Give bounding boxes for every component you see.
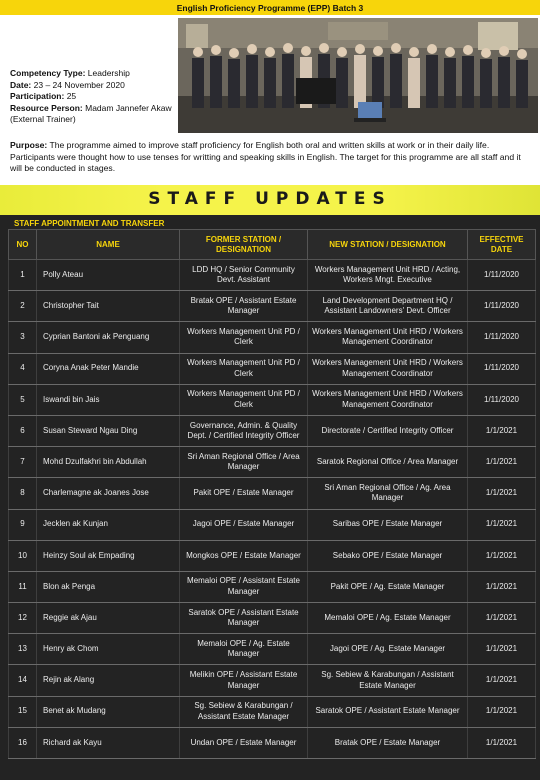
table-header-row bbox=[9, 230, 536, 260]
cell-date: 1/1/2021 bbox=[468, 509, 536, 540]
cell-former: Workers Management Unit PD / Clerk bbox=[180, 353, 308, 384]
cell-date: 1/11/2020 bbox=[468, 291, 536, 322]
cell-name: Heinzy Soul ak Empading bbox=[37, 540, 180, 571]
cell-former: Memaloi OPE / Assistant Estate Manager bbox=[180, 571, 308, 602]
banner-title: English Proficiency Programme (EPP) Batch 3 bbox=[176, 2, 364, 13]
cell-no: 2 bbox=[9, 291, 37, 322]
table-row bbox=[9, 540, 536, 571]
cell-date: 1/1/2021 bbox=[468, 415, 536, 446]
staff-updates-title: STAFF UPDATES bbox=[148, 189, 392, 209]
cell-new: Sg. Sebiew & Karabungan / Assistant Estate Manager bbox=[308, 665, 468, 696]
cell-name: Rejin ak Alang bbox=[37, 665, 180, 696]
table-row bbox=[9, 603, 536, 634]
table-row bbox=[9, 447, 536, 478]
cell-no: 4 bbox=[9, 353, 37, 384]
cell-no: 9 bbox=[9, 509, 37, 540]
cell-date: 1/1/2021 bbox=[468, 603, 536, 634]
cell-name: Susan Steward Ngau Ding bbox=[37, 415, 180, 446]
cell-date: 1/1/2021 bbox=[468, 478, 536, 509]
date-value: 23 – 24 November 2020 bbox=[33, 79, 125, 90]
cell-name: Cyprian Bantoni ak Penguang bbox=[37, 322, 180, 353]
cell-no: 5 bbox=[9, 384, 37, 415]
cell-new: Saribas OPE / Estate Manager bbox=[308, 509, 468, 540]
header-former: FORMER STATION / DESIGNATION bbox=[180, 230, 308, 260]
cell-former: Sri Aman Regional Office / Area Manager bbox=[180, 447, 308, 478]
cell-name: Polly Ateau bbox=[37, 260, 180, 291]
cell-former: LDD HQ / Senior Community Devt. Assistant bbox=[180, 260, 308, 291]
header-new: NEW STATION / DESIGNATION bbox=[308, 230, 468, 260]
cell-name: Benet ak Mudang bbox=[37, 696, 180, 727]
cell-name: Reggie ak Ajau bbox=[37, 603, 180, 634]
purpose-label: Purpose: bbox=[10, 140, 48, 150]
cell-new: Saratok Regional Office / Area Manager bbox=[308, 447, 468, 478]
cell-former: Bratak OPE / Assistant Estate Manager bbox=[180, 291, 308, 322]
cell-former: Undan OPE / Estate Manager bbox=[180, 727, 308, 758]
table-row bbox=[9, 478, 536, 509]
cell-former: Saratok OPE / Assistant Estate Manager bbox=[180, 603, 308, 634]
header-name: NAME bbox=[37, 230, 180, 260]
cell-former: Workers Management Unit PD / Clerk bbox=[180, 322, 308, 353]
cell-name: Mohd Dzulfakhri bin Abdullah bbox=[37, 447, 180, 478]
cell-name: Jecklen ak Kunjan bbox=[37, 509, 180, 540]
participation-value: 25 bbox=[66, 91, 77, 101]
cell-no: 1 bbox=[9, 260, 37, 291]
cell-new: Sri Aman Regional Office / Ag. Area Manager bbox=[308, 478, 468, 509]
cell-new: Saratok OPE / Assistant Estate Manager bbox=[308, 696, 468, 727]
cell-date: 1/11/2020 bbox=[468, 384, 536, 415]
cell-former: Jagoi OPE / Estate Manager bbox=[180, 509, 308, 540]
cell-new: Workers Management Unit HRD / Workers Management Coordinator bbox=[308, 322, 468, 353]
table-row bbox=[9, 384, 536, 415]
table-row bbox=[9, 571, 536, 602]
table-row bbox=[9, 634, 536, 665]
cell-date: 1/1/2021 bbox=[468, 571, 536, 602]
programme-info bbox=[10, 68, 178, 126]
header-no: NO bbox=[9, 230, 37, 260]
cell-no: 16 bbox=[9, 727, 37, 758]
table-row bbox=[9, 291, 536, 322]
cell-former: Pakit OPE / Estate Manager bbox=[180, 478, 308, 509]
cell-former: Melikin OPE / Assistant Estate Manager bbox=[180, 665, 308, 696]
cell-date: 1/11/2020 bbox=[468, 260, 536, 291]
cell-former: Governance, Admin. & Quality Dept. / Certified Integrity Officer bbox=[180, 415, 308, 446]
cell-date: 1/11/2020 bbox=[468, 322, 536, 353]
table-row bbox=[9, 260, 536, 291]
cell-new: Pakit OPE / Ag. Estate Manager bbox=[308, 571, 468, 602]
resource-label: Resource Person: bbox=[10, 102, 83, 113]
cell-date: 1/1/2021 bbox=[468, 634, 536, 665]
cell-new: Memaloi OPE / Ag. Estate Manager bbox=[308, 603, 468, 634]
cell-former: Workers Management Unit PD / Clerk bbox=[180, 384, 308, 415]
staff-updates-section bbox=[0, 215, 540, 780]
cell-new: Bratak OPE / Estate Manager bbox=[308, 727, 468, 758]
group-photo bbox=[178, 18, 538, 133]
participation-line bbox=[10, 91, 178, 103]
cell-date: 1/1/2021 bbox=[468, 696, 536, 727]
header-date: EFFECTIVE DATE bbox=[468, 230, 536, 260]
cell-name: Iswandi bin Jais bbox=[37, 384, 180, 415]
cell-name: Blon ak Penga bbox=[37, 571, 180, 602]
cell-name: Henry ak Chom bbox=[37, 634, 180, 665]
cell-no: 3 bbox=[9, 322, 37, 353]
table-row bbox=[9, 696, 536, 727]
table-row bbox=[9, 509, 536, 540]
resource-line bbox=[10, 103, 178, 126]
cell-former: Sg. Sebiew & Karabungan / Assistant Estate Manager bbox=[180, 696, 308, 727]
purpose-paragraph bbox=[10, 140, 532, 175]
cell-new: Sebako OPE / Estate Manager bbox=[308, 540, 468, 571]
cell-former: Mongkos OPE / Estate Manager bbox=[180, 540, 308, 571]
cell-date: 1/1/2021 bbox=[468, 540, 536, 571]
cell-name: Coryna Anak Peter Mandie bbox=[37, 353, 180, 384]
cell-former: Memaloi OPE / Ag. Estate Manager bbox=[180, 634, 308, 665]
cell-no: 11 bbox=[9, 571, 37, 602]
cell-new: Jagoi OPE / Ag. Estate Manager bbox=[308, 634, 468, 665]
purpose-text: The programme aimed to improve staff proficiency for English both oral and written skills at work or in their daily life. Participants were thought how to use tenses for writting and speaking skills in English. The target for this programme are all staff and it will be conducted in stages. bbox=[10, 140, 521, 174]
table-row bbox=[9, 727, 536, 758]
staff-updates-banner bbox=[0, 185, 540, 215]
cell-no: 8 bbox=[9, 478, 37, 509]
cell-no: 7 bbox=[9, 447, 37, 478]
staff-transfer-table bbox=[8, 229, 536, 759]
cell-no: 10 bbox=[9, 540, 37, 571]
cell-name: Charlemagne ak Joanes Jose bbox=[37, 478, 180, 509]
cell-no: 12 bbox=[9, 603, 37, 634]
cell-date: 1/1/2021 bbox=[468, 665, 536, 696]
cell-new: Workers Management Unit HRD / Acting, Workers Mngt. Executive bbox=[308, 260, 468, 291]
competency-label: Competency Type: bbox=[10, 68, 86, 78]
cell-name: Christopher Tait bbox=[37, 291, 180, 322]
programme-banner bbox=[0, 0, 540, 15]
cell-no: 13 bbox=[9, 634, 37, 665]
resource-value: Madam Jannefer Akaw (External Trainer) bbox=[10, 102, 172, 124]
cell-date: 1/1/2021 bbox=[468, 727, 536, 758]
cell-new: Workers Management Unit HRD / Workers Management Coordinator bbox=[308, 353, 468, 384]
table-row bbox=[9, 415, 536, 446]
cell-no: 15 bbox=[9, 696, 37, 727]
table-row bbox=[9, 353, 536, 384]
section-title: STAFF APPOINTMENT AND TRANSFER bbox=[14, 219, 165, 228]
participation-label: Participation: bbox=[10, 91, 65, 101]
table-row bbox=[9, 665, 536, 696]
group-photo-illustration bbox=[178, 18, 538, 133]
cell-no: 6 bbox=[9, 415, 37, 446]
competency-value: Leadership bbox=[87, 68, 130, 78]
cell-new: Directorate / Certified Integrity Officer bbox=[308, 415, 468, 446]
date-label: Date: bbox=[10, 79, 32, 90]
cell-date: 1/11/2020 bbox=[468, 353, 536, 384]
competency-line bbox=[10, 68, 178, 80]
date-line bbox=[10, 80, 178, 92]
cell-new: Workers Management Unit HRD / Workers Management Coordinator bbox=[308, 384, 468, 415]
cell-no: 14 bbox=[9, 665, 37, 696]
cell-name: Richard ak Kayu bbox=[37, 727, 180, 758]
cell-date: 1/1/2021 bbox=[468, 447, 536, 478]
table-row bbox=[9, 322, 536, 353]
cell-new: Land Development Department HQ / Assistant Landowners' Devt. Officer bbox=[308, 291, 468, 322]
